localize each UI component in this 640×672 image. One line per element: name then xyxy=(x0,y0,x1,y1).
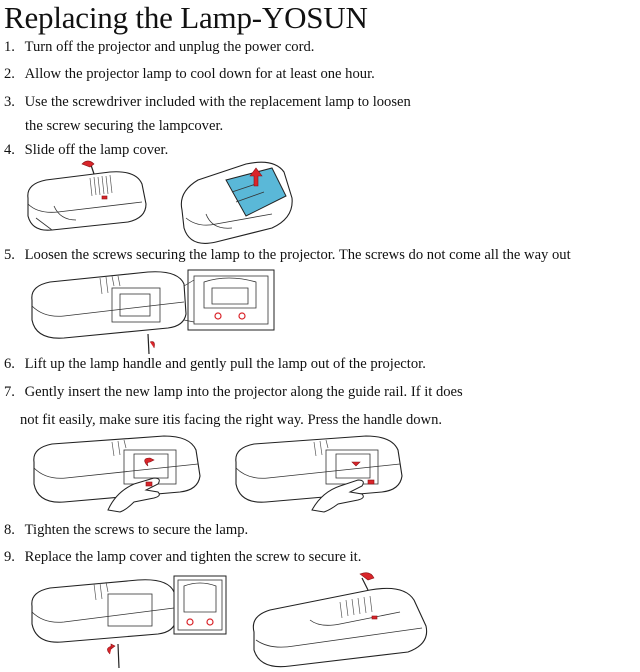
lamp-insertion-illustration xyxy=(232,432,414,512)
projector-screw-illustration xyxy=(18,158,158,240)
step-5 xyxy=(4,246,571,264)
screw-tighten-icon xyxy=(360,573,374,590)
marker-icon xyxy=(102,196,107,199)
screwdriver-icon xyxy=(82,161,94,174)
step-number: 3. xyxy=(4,94,15,110)
step-3-continuation: the screw securing the lampcover. xyxy=(25,118,224,134)
step-text: Allow the projector lamp to cool down for at least one hour. xyxy=(24,66,375,82)
step-number: 4. xyxy=(4,142,15,158)
lamp-cover-removal-illustration xyxy=(176,158,300,248)
step-9 xyxy=(4,548,361,566)
step-number: 6. xyxy=(4,356,15,372)
step-4 xyxy=(4,141,168,159)
step-2 xyxy=(4,65,375,83)
lamp-removal-illustration xyxy=(30,432,212,512)
page-title: Replacing the Lamp-YOSUN xyxy=(4,0,368,35)
step-text: Slide off the lamp cover. xyxy=(24,142,169,158)
step-number: 9. xyxy=(4,549,15,565)
step-number: 1. xyxy=(4,39,15,55)
step-6 xyxy=(4,355,426,373)
step-text: Loosen the screws securing the lamp to the projector. The screws do not come all the way out xyxy=(24,247,571,263)
step-text: Replace the lamp cover and tighten the screw to secure it. xyxy=(24,549,362,565)
replace-cover-illustration xyxy=(250,572,436,670)
step-number: 7. xyxy=(4,384,15,400)
step-8 xyxy=(4,521,248,539)
screwdriver-icon xyxy=(148,334,155,354)
step-7 xyxy=(4,383,463,401)
step-number: 2. xyxy=(4,66,15,82)
lamp-screws-illustration xyxy=(28,264,282,360)
step-text: Tighten the screws to secure the lamp. xyxy=(24,522,249,538)
step-3 xyxy=(4,93,411,111)
step-1 xyxy=(4,38,314,56)
step-number: 5. xyxy=(4,247,15,263)
tighten-screws-illustration xyxy=(28,572,232,670)
step-number: 8. xyxy=(4,522,15,538)
screwdriver-icon xyxy=(107,644,119,668)
step-text: Use the screwdriver included with the replacement lamp to loosen xyxy=(24,94,411,110)
step-text: Turn off the projector and unplug the power cord. xyxy=(24,39,315,55)
step-text: Lift up the lamp handle and gently pull the lamp out of the projector. xyxy=(24,356,426,372)
step-text: Gently insert the new lamp into the projector along the guide rail. If it does xyxy=(24,384,463,400)
step-7-continuation: not fit easily, make sure itis facing the right way. Press the handle down. xyxy=(20,412,443,428)
